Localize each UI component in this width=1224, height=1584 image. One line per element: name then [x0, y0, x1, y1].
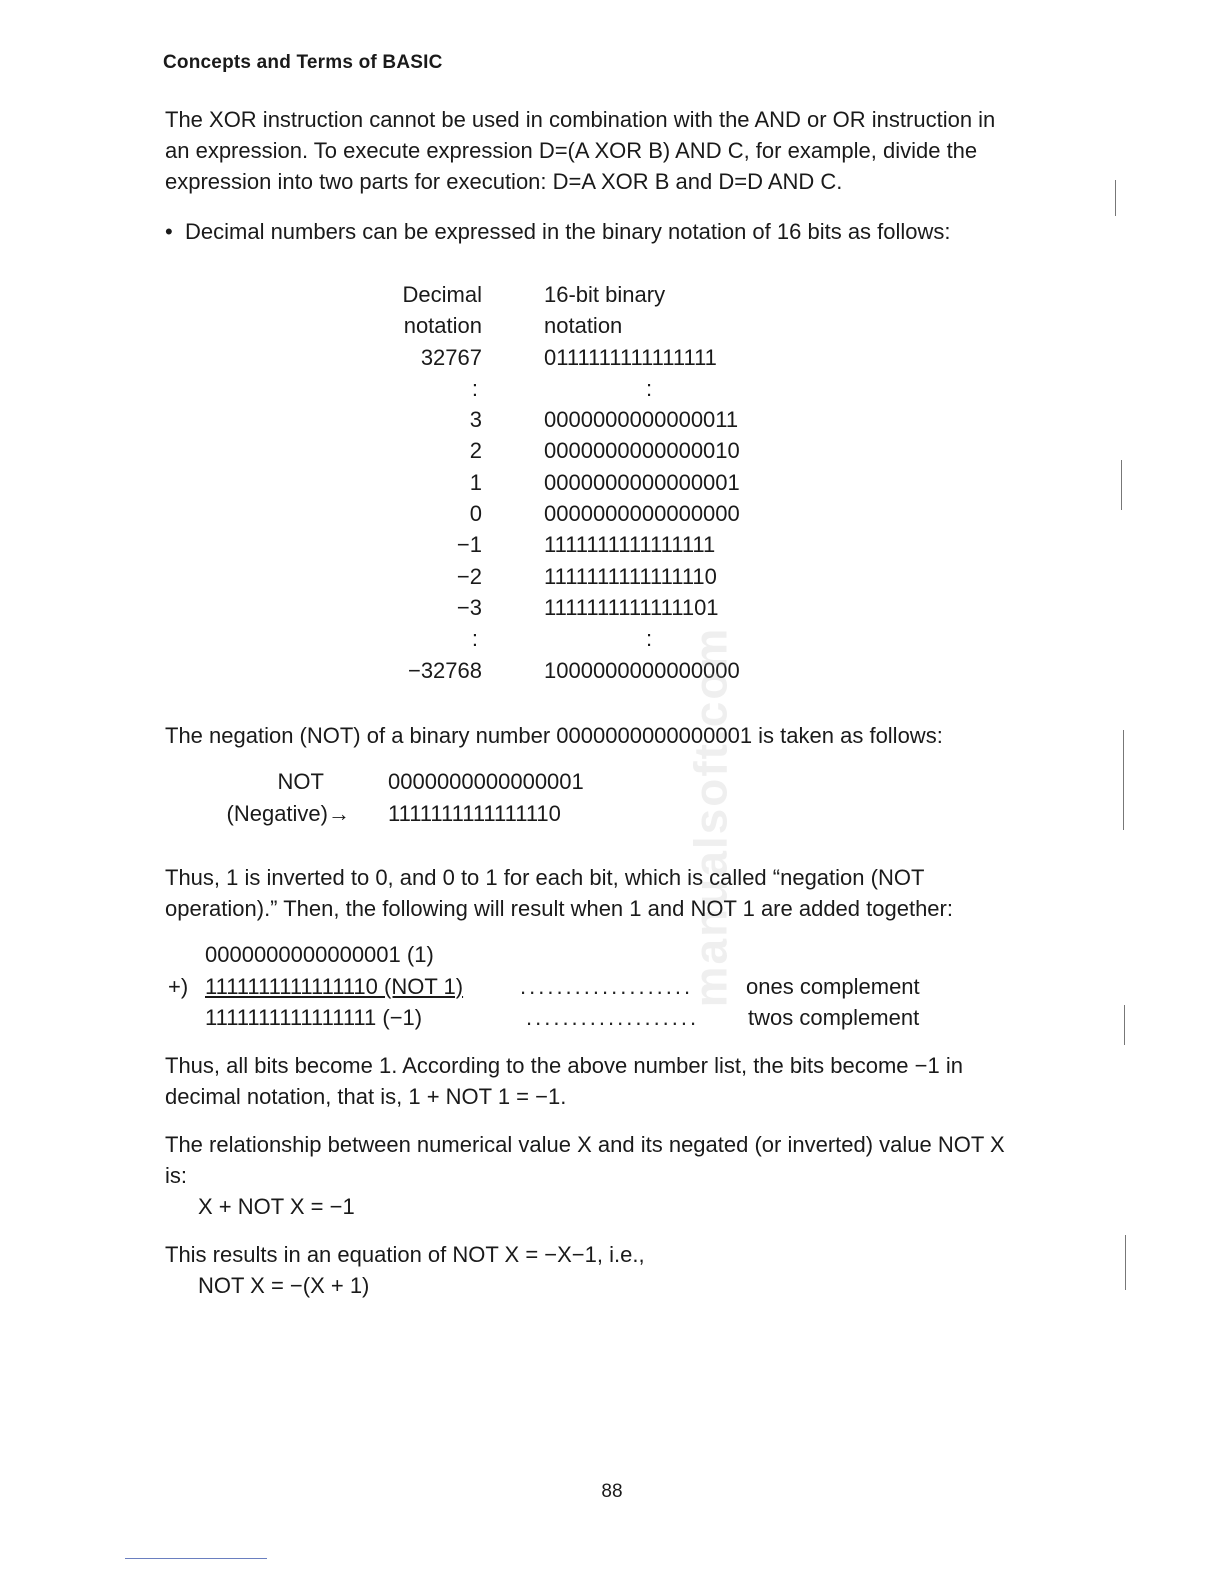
table-row-decimal: 2	[469, 438, 482, 464]
binary-header-line-2: notation	[544, 313, 623, 339]
edge-mark	[1125, 1235, 1126, 1290]
xor-line-2: an expression. To execute expression D=(A XOR B) AND C, for example, divide the	[165, 138, 978, 163]
addend-2: 1111111111111110 (NOT 1)	[205, 973, 464, 999]
negation-intro: The negation (NOT) of a binary number 0000000000000001 is taken as follows:	[165, 723, 943, 748]
bullet-icon: •	[165, 219, 173, 244]
ones-complement-label: ones complement	[746, 973, 920, 999]
table-row-decimal: −1	[456, 532, 482, 558]
table-row-binary: 1000000000000000	[544, 657, 740, 683]
table-row-binary: 0000000000000010	[544, 438, 740, 464]
edge-mark	[1115, 180, 1116, 216]
twos-complement-label: twos complement	[748, 1005, 920, 1030]
table-row-decimal: :	[471, 375, 478, 401]
relationship-line-2: is:	[165, 1163, 187, 1188]
decimal-header-line-2: notation	[403, 313, 482, 339]
table-row-binary: 0000000000000001	[544, 469, 740, 495]
equation-line: This results in an equation of NOT X = −X−1, i.e.,	[165, 1242, 645, 1267]
all-bits-line-2: decimal notation, that is, 1 + NOT 1 = −1.	[165, 1084, 567, 1109]
table-row-decimal: −2	[456, 563, 482, 589]
negated-value: 1111111111111110	[388, 801, 561, 826]
all-bits-line-1: Thus, all bits become 1. According to the above number list, the bits become −1 in	[165, 1053, 963, 1078]
decimal-column	[380, 279, 482, 686]
xor-paragraph	[165, 104, 1055, 197]
not-x-equation: NOT X = −(X + 1)	[198, 1273, 370, 1298]
relationship-equation: X + NOT X = −1	[198, 1194, 355, 1219]
equation-paragraph	[165, 1239, 1055, 1301]
table-row-decimal: −3	[456, 594, 482, 620]
not-label: NOT	[277, 769, 324, 794]
edge-mark	[1121, 460, 1122, 510]
all-bits-paragraph	[165, 1050, 1055, 1112]
table-row-decimal: −32768	[407, 657, 482, 683]
table-row-decimal: 0	[469, 501, 482, 527]
xor-line-3: expression into two parts for execution: D=A XOR B and D=D AND C.	[165, 169, 843, 194]
decimal-header-line-1: Decimal	[402, 282, 482, 307]
running-header: Concepts and Terms of BASIC	[163, 52, 443, 73]
table-row-binary: 0000000000000011	[544, 407, 739, 433]
table-row-binary: :	[646, 626, 653, 652]
sum-value: 1111111111111111 (−1)	[205, 1005, 423, 1030]
binary-header-line-1: 16-bit binary	[544, 282, 666, 307]
bullet-text: Decimal numbers can be expressed in the binary notation of 16 bits as follows:	[185, 219, 951, 244]
leader-dots: ...................	[526, 1005, 700, 1030]
decimal-bullet	[165, 216, 1055, 247]
table-row-binary: :	[646, 375, 653, 401]
table-row-decimal: 3	[469, 407, 482, 433]
inversion-line-1: Thus, 1 is inverted to 0, and 0 to 1 for each bit, which is called “negation (NOT	[165, 865, 925, 890]
edge-mark	[1124, 1005, 1125, 1045]
negation-labels	[200, 766, 350, 830]
xor-line-1: The XOR instruction cannot be used in combination with the AND or OR instruction in	[165, 107, 996, 132]
edge-mark	[1123, 730, 1124, 830]
plus-operator: +)	[168, 973, 189, 999]
table-row-binary: 1111111111111110	[544, 563, 717, 589]
bottom-rule	[125, 1558, 267, 1559]
addend-1: 0000000000000001 (1)	[205, 942, 434, 967]
relationship-paragraph	[165, 1129, 1055, 1222]
table-row-decimal: :	[471, 626, 478, 652]
table-row-binary: 0000000000000000	[544, 501, 740, 527]
leader-dots: ...................	[520, 973, 694, 999]
negation-values	[388, 766, 584, 830]
original-value: 0000000000000001	[388, 769, 584, 794]
inversion-line-2: operation).” Then, the following will result when 1 and NOT 1 are added together:	[165, 896, 953, 921]
inversion-paragraph	[165, 862, 1055, 924]
table-row-binary: 1111111111111111	[544, 532, 716, 558]
binary-column	[544, 279, 784, 686]
page-number: 88	[601, 1481, 623, 1502]
watermark: manualsoft.com	[684, 626, 737, 1008]
table-row-decimal: 32767	[420, 344, 482, 370]
table-row-binary: 0111111111111111	[544, 344, 717, 370]
table-row-binary: 1111111111111101	[544, 594, 719, 620]
table-row-decimal: 1	[469, 469, 482, 495]
relationship-line-1: The relationship between numerical value X and its negated (or inverted) value NOT X	[165, 1132, 1005, 1157]
negative-label: (Negative)→	[226, 801, 350, 826]
